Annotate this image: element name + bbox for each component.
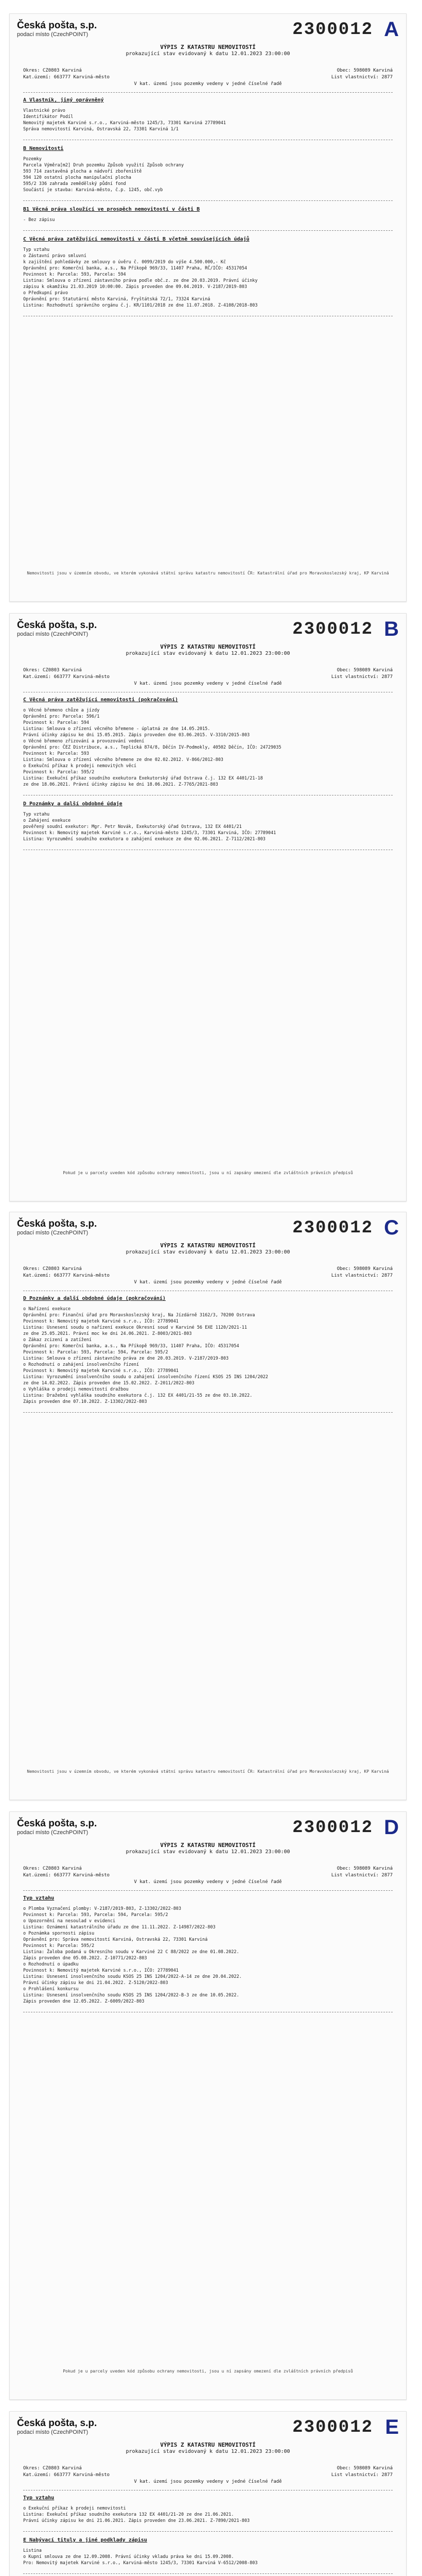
extract-title: VÝPIS Z KATASTRU NEMOVITOSTÍ <box>160 1842 256 1849</box>
extract-heading <box>10 643 406 657</box>
post-office-sub: podací místo (CzechPOINT) <box>17 31 89 38</box>
document-number-stamp: 2300012 <box>292 2418 373 2437</box>
divider <box>23 92 393 93</box>
section-line: Povinnost k: Parcela: 595/2 <box>23 770 95 775</box>
document-page <box>9 613 407 1201</box>
post-office-header <box>17 2418 97 2435</box>
section-line: Zápis proveden dne 05.08.2022. Z-10771/2022-803 <box>23 1956 147 1961</box>
section-line: Povinnost k: Nemovitý majetek Karviné s.r.o., IČO: 27789041 <box>23 1968 179 1973</box>
section-line: o Zástavní právo smluvní <box>23 253 86 259</box>
meta-obec: Obec: 598089 Karviná <box>337 2466 393 2471</box>
section-line: Listina: Exekuční příkaz soudního exekutora Exekutorský úřad Ostrava č.j. 132 EX 4401/21-18 <box>23 776 263 781</box>
section-line: o Kupní smlouva ze dne 12.09.2008. Právní účinky vkladu práva ke dni 15.09.2008. <box>23 2554 234 2560</box>
section-line: o Rozhodnutí o úpadku <box>23 1962 79 1967</box>
section-line: o Věcné břemeno chůze a jízdy <box>23 708 100 713</box>
extract-heading <box>10 2442 406 2455</box>
post-office-name: Česká pošta, s.p. <box>17 2418 97 2429</box>
extract-title: VÝPIS Z KATASTRU NEMOVITOSTÍ <box>160 2442 256 2448</box>
document-number-stamp: 2300012 <box>292 620 373 639</box>
section-body <box>23 811 393 842</box>
section-line: 593 714 zastavěná plocha a nádvoří zbořeniště <box>23 169 142 174</box>
post-office-header <box>17 1218 97 1236</box>
page-letter-handwritten: E <box>385 2416 399 2438</box>
post-office-name: Česká pošta, s.p. <box>17 1818 97 1829</box>
post-office-header <box>17 1818 97 1836</box>
extract-subtitle: prokazující stav evidovaný k datu 12.01.2023 23:00:00 <box>126 1849 290 1855</box>
meta-ku: Kat.území: 663777 Karviná-město <box>23 1873 110 1878</box>
section-line: Povinnost k: Parcela: 594 <box>23 720 89 725</box>
section-line: Listina: Oznámení katastrálního úřadu ze dne 11.11.2022. Z-14987/2022-803 <box>23 1925 216 1930</box>
post-office-name: Česká pošta, s.p. <box>17 620 97 631</box>
meta-note: V kat. území jsou pozemky vedeny v jedné číselné řadě <box>134 681 282 686</box>
document-number-stamp: 2300012 <box>292 20 373 40</box>
section-line: Identifikátor Podíl <box>23 114 74 120</box>
section-line: k zajištění pohledávky ze smlouvy o úvěru č. 0099/2019 do výše 4.500.000,- Kč <box>23 260 226 265</box>
section-line: o Exekuční příkaz k prodeji nemovitých věcí <box>23 764 137 769</box>
divider <box>23 2531 393 2532</box>
extract-subtitle: prokazující stav evidovaný k datu 12.01.2023 23:00:00 <box>126 2449 290 2454</box>
divider <box>23 1890 393 1891</box>
section-line: ze dne 18.06.2021. Právní účinky zápisu ke dni 18.06.2021. Z-7765/2021-803 <box>23 782 218 787</box>
post-office-name: Česká pošta, s.p. <box>17 20 97 31</box>
section-title: B1 Věcná práva sloužící ve prospěch nemovitostí v části B <box>23 207 200 212</box>
section-line: pověřený soudní exekutor: Mgr. Petr Novák, Exekutorský úřad Ostrava, 132 EX 4401/21 <box>23 824 242 829</box>
section-line: Nemovitý majetek Karviné s.r.o., Karviná-město 1245/3, 73301 Karviná 27789041 <box>23 121 226 126</box>
section-body <box>23 1906 393 2005</box>
extract-subtitle: prokazující stav evidovaný k datu 12.01.2023 23:00:00 <box>126 51 290 57</box>
section-line: 594 120 ostatní plocha manipulační plocha <box>23 175 131 180</box>
section-line: Listina: Smlouva o zřízení věcného břemene ze dne 02.02.2012. V-866/2012-803 <box>23 757 223 762</box>
section-line: Povinnost k: Nemovitý majetek Karviné s.r.o., IČO: 27789041 <box>23 1368 179 1374</box>
meta-lv: List vlastnictví: 2877 <box>331 1873 393 1878</box>
section-body <box>23 707 393 788</box>
extract-title: VÝPIS Z KATASTRU NEMOVITOSTÍ <box>160 1242 256 1249</box>
section-line: Listina: Dražební vyhláška soudního exekutora č.j. 132 EX 4401/21-55 ze dne 03.10.2022. <box>23 1393 253 1398</box>
post-office-header <box>17 620 97 637</box>
section-line: Oprávnění pro: Parcela: 596/1 <box>23 714 100 719</box>
section-line: Oprávnění pro: Finanční úřad pro Moravskoslezský kraj, Na Jízdárně 3162/3, 70200 Ostrava <box>23 1313 255 1318</box>
post-office-sub: podací místo (CzechPOINT) <box>17 1230 89 1236</box>
section-line: o Věcné břemeno zřizování a provozování vedení <box>23 739 145 744</box>
section-line: Povinnost k: Parcela: 593, Parcela: 594, Parcela: 595/2 <box>23 1912 168 1918</box>
section-line: Listina: Usnesení insolvenčního soudu KSOS 25 INS 1204/2022-B-3 ze dne 10.05.2022. <box>23 1993 239 1998</box>
page-letter-handwritten: A <box>384 18 399 41</box>
section-title: A Vlastník, jiný oprávněný <box>23 97 104 103</box>
section-line: Pro: Nemovitý majetek Karviné s.r.o., Karviná-město 1245/3, 73301 Karviná V-6512/2008-803 <box>23 2561 258 2566</box>
section-line: Listina: Smlouva o zřízení zástavního práva podle obč.z. ze dne 20.03.2019. Právní účinky <box>23 278 258 283</box>
section-line: o Nařízení exekuce <box>23 1307 71 1312</box>
section-line: Typ vztahu <box>23 812 50 817</box>
section-line: Povinnost k: Parcela: 595/2 <box>23 1943 95 1948</box>
post-office-sub: podací místo (CzechPOINT) <box>17 631 89 637</box>
section-line: ze dne 25.05.2021. Právní moc ke dni 24.06.2021. Z-8003/2021-803 <box>23 1331 192 1336</box>
meta-obec: Obec: 598089 Karviná <box>337 68 393 73</box>
page-footer: Nemovitosti jsou v územním obvodu, ve kterém vykonává státní správu katastru nemovitostí ČR: Katastrální úřad pro Moravskoslezský kraj, KP Karviná <box>27 1769 389 1774</box>
meta-ku: Kat.území: 663777 Karviná-město <box>23 2472 110 2478</box>
section-line: o Upozornění na nesoulad v evidenci <box>23 1919 116 1924</box>
section-line: Vlastnické právo <box>23 108 65 113</box>
section-title: B Nemovitosti <box>23 146 64 151</box>
meta-ku: Kat.území: 663777 Karviná-město <box>23 674 110 680</box>
page-letter-handwritten: C <box>384 1216 399 1239</box>
document-page <box>9 13 407 602</box>
section-line: Správa nemovitostí Karviná, Ostravská 22, 73301 Karviná 1/1 <box>23 127 179 132</box>
document-page <box>9 1212 407 1800</box>
post-office-sub: podací místo (CzechPOINT) <box>17 2429 89 2435</box>
section-line: Listina <box>23 2548 42 2553</box>
section-title: D Poznámky a další obdobné údaje (pokračování) <box>23 1296 166 1301</box>
meta-lv: List vlastnictví: 2877 <box>331 674 393 680</box>
section-body <box>23 2505 393 2524</box>
meta-okres: Okres: CZ0803 Karviná <box>23 1266 82 1272</box>
section-line: Pozemky <box>23 157 42 162</box>
divider <box>23 2573 393 2574</box>
section-line: Povinnost k: Parcela: 593 <box>23 751 89 756</box>
section-line: Listina: Rozhodnutí správního orgánu č.j. KR/1101/2018 ze dne 11.07.2018. Z-4108/2018-803 <box>23 303 258 308</box>
meta-okres: Okres: CZ0803 Karviná <box>23 2466 82 2471</box>
post-office-sub: podací místo (CzechPOINT) <box>17 1829 89 1836</box>
section-line: Povinnost k: Nemovitý majetek Karviné s.r.o., Karviná-město 1245/3, 73301 Karviná, IČO: 27789041 <box>23 831 276 836</box>
divider <box>23 1412 393 1413</box>
section-line: Listina: Exekuční příkaz soudního exekutora 132 EX 4401/21-20 ze dne 21.06.2021. <box>23 2512 234 2517</box>
section-line: o Zahájení exekuce <box>23 818 71 823</box>
meta-obec: Obec: 598089 Karviná <box>337 1266 393 1272</box>
meta-okres: Okres: CZ0803 Karviná <box>23 1866 82 1871</box>
extract-heading <box>10 1242 406 1256</box>
meta-lv: List vlastnictví: 2877 <box>331 1273 393 1278</box>
meta-note: V kat. území jsou pozemky vedeny v jedné číselné řadě <box>134 1879 282 1885</box>
post-office-header <box>17 20 97 38</box>
section-line: zápisu k okamžiku 21.03.2019 10:00:00. Zápis proveden dne 09.04.2019. V-2187/2019-803 <box>23 284 247 290</box>
section-line: o Poznámka spornosti zápisu <box>23 1931 95 1936</box>
section-line: Typ vztahu <box>23 247 50 252</box>
divider <box>23 200 393 201</box>
meta-okres: Okres: CZ0803 Karviná <box>23 68 82 73</box>
section-body <box>23 156 393 193</box>
section-line: Oprávnění pro: Komerční banka, a.s., Na Příkopě 969/33, 11407 Praha, IČO: 45317054 <box>23 1344 239 1349</box>
extract-subtitle: prokazující stav evidovaný k datu 12.01.2023 23:00:00 <box>126 651 290 656</box>
section-body <box>23 217 393 223</box>
document-page <box>9 2411 407 2576</box>
section-line: o Zákaz zcizení a zatížení <box>23 1337 92 1343</box>
section-line: Povinnost k: Nemovitý majetek Karviné s.r.o., IČO: 27789041 <box>23 1319 179 1324</box>
section-line: o Plomba Vyznačení plomby: V-2187/2019-803, Z-13302/2022-803 <box>23 1906 182 1911</box>
section-body <box>23 2548 393 2566</box>
section-line: Povinnost k: Parcela: 593, Parcela: 594, Parcela: 595/2 <box>23 1350 168 1355</box>
section-line: Právní účinky zápisu ke dni 15.05.2015. Zápis proveden dne 03.06.2015. V-3310/2015-803 <box>23 733 250 738</box>
extract-heading <box>10 44 406 57</box>
section-line: Listina: Vyrozumění insolvenčního soudu o zahájení insolvenčního řízení KSOS 25 INS 1204/2022 <box>23 1375 268 1380</box>
extract-title: VÝPIS Z KATASTRU NEMOVITOSTÍ <box>160 643 256 650</box>
section-line: ze dne 14.02.2022. Zápis proveden dne 15.02.2022. Z-2011/2022-803 <box>23 1381 195 1386</box>
section-line: 595/2 336 zahrada zemědělský půdní fond <box>23 181 126 187</box>
section-line: Právní účinky zápisu ke dni 21.04.2022. Z-5120/2022-803 <box>23 1980 168 1986</box>
section-body <box>23 1306 393 1405</box>
section-line: o Prohlášení konkursu <box>23 1987 79 1992</box>
page-footer: Pokud je u parcely uveden kód způsobu ochrany nemovitosti, jsou u ní zapsány omezení dle zvláštních právních předpisů <box>63 1171 353 1175</box>
section-title: Typ vztahu <box>23 2495 55 2501</box>
divider <box>23 230 393 231</box>
section-line: Listina: Smlouva o zřízení věcného břemene - úplatná ze dne 14.05.2015. <box>23 726 210 732</box>
section-line: Listina: Žaloba podaná u Okresního soudu v Karviné 22 C 88/2022 ze dne 01.08.2022. <box>23 1950 239 1955</box>
section-line: Oprávnění pro: Statutární město Karviná, Fryštátská 72/1, 73324 Karviná <box>23 297 210 302</box>
section-line: Zápis proveden dne 07.10.2022. Z-13302/2022-803 <box>23 1399 147 1404</box>
cadastre-meta <box>23 667 393 687</box>
page-footer: Pokud je u parcely uveden kód způsobu ochrany nemovitosti, jsou u ní zapsány omezení dle zvláštních právních předpisů <box>63 2369 353 2374</box>
section-line: Listina: Usnesení insolvenčního soudu KSOS 25 INS 1204/2022-A-14 ze dne 20.04.2022. <box>23 1974 242 1979</box>
meta-obec: Obec: 598089 Karviná <box>337 1866 393 1871</box>
extract-heading <box>10 1842 406 1855</box>
cadastre-meta <box>23 1266 393 1286</box>
meta-ku: Kat.území: 663777 Karviná-město <box>23 75 110 80</box>
meta-lv: List vlastnictví: 2877 <box>331 2472 393 2478</box>
section-title: C Věcná práva zatěžující nemovitosti v části B včetně souvisejících údajů <box>23 236 250 242</box>
section-title: E Nabývací tituly a jiné podklady zápisu <box>23 2537 147 2543</box>
meta-okres: Okres: CZ0803 Karviná <box>23 668 82 673</box>
section-line: o Exekuční příkaz k prodeji nemovitosti <box>23 2506 126 2511</box>
section-body <box>23 108 393 132</box>
post-office-name: Česká pošta, s.p. <box>17 1218 97 1229</box>
document-page <box>9 1811 407 2400</box>
document-number-stamp: 2300012 <box>292 1218 373 1238</box>
cadastre-meta <box>23 1866 393 1886</box>
extract-title: VÝPIS Z KATASTRU NEMOVITOSTÍ <box>160 44 256 50</box>
section-line: Parcela Výměra[m2] Druh pozemku Způsob využití Způsob ochrany <box>23 163 184 168</box>
section-title: C Věcná práva zatěžující nemovitosti (pokračování) <box>23 697 179 703</box>
section-line: - Bez zápisu <box>23 217 55 223</box>
cadastre-meta <box>23 67 393 88</box>
section-line: Oprávnění pro: Správa nemovitostí Karviná, Ostravská 22, 73301 Karviná <box>23 1937 208 1942</box>
section-title: D Poznámky a další obdobné údaje <box>23 801 122 807</box>
section-line: Oprávnění pro: Komerční banka, a.s., Na Příkopě 969/33, 11407 Praha, RČ/IČO: 45317054 <box>23 266 247 271</box>
section-line: Povinnost k: Parcela: 593, Parcela: 594 <box>23 272 126 277</box>
extract-subtitle: prokazující stav evidovaný k datu 12.01.2023 23:00:00 <box>126 1249 290 1255</box>
section-line: o Předkupní právo <box>23 291 68 296</box>
meta-note: V kat. území jsou pozemky vedeny v jedné číselné řadě <box>134 1280 282 1285</box>
section-line: o Vyhláška o prodeji nemovitostí dražbou <box>23 1387 129 1392</box>
section-title: Typ vztahu <box>23 1895 55 1901</box>
section-line: Právní účinky zápisu ke dni 21.06.2021. Zápis proveden dne 23.06.2021. Z-7890/2021-803 <box>23 2518 250 2523</box>
section-line: Oprávnění pro: ČEZ Distribuce, a.s., Teplická 874/8, Děčín IV-Podmokly, 40502 Děčín, IČO: 24729035 <box>23 745 282 750</box>
section-line: Zápis proveden dne 12.05.2022. Z-6009/2022-803 <box>23 1999 145 2004</box>
section-line: Listina: Vyrozumění soudního exekutora o zahájení exekuce ze dne 02.06.2021. Z-7112/2021-803 <box>23 837 266 842</box>
meta-obec: Obec: 598089 Karviná <box>337 668 393 673</box>
section-line: Listina: Usnesení soudu o nařízení exekuce Okresní soud v Karviné 56 EXE 1120/2021-11 <box>23 1325 247 1330</box>
page-letter-handwritten: D <box>384 1816 399 1839</box>
section-body <box>23 247 393 309</box>
section-line: o Rozhodnutí o zahájení insolvenčního řízení <box>23 1362 139 1367</box>
page-letter-handwritten: B <box>384 618 399 640</box>
meta-note: V kat. území jsou pozemky vedeny v jedné číselné řadě <box>134 81 282 87</box>
cadastre-meta <box>23 2465 393 2485</box>
section-line: Součástí je stavba: Karviná-město, č.p. 1245, obč.vyb <box>23 188 163 193</box>
meta-lv: List vlastnictví: 2877 <box>331 75 393 80</box>
meta-note: V kat. území jsou pozemky vedeny v jedné číselné řadě <box>134 2479 282 2484</box>
meta-ku: Kat.území: 663777 Karviná-město <box>23 1273 110 1278</box>
document-number-stamp: 2300012 <box>292 1818 373 1838</box>
section-line: Listina: Smlouva o zřízení zástavního práva ze dne 20.03.2019. V-2187/2019-803 <box>23 1356 229 1361</box>
page-footer: Nemovitosti jsou v územním obvodu, ve kterém vykonává státní správu katastru nemovitostí ČR: Katastrální úřad pro Moravskoslezský kraj, KP Karviná <box>27 571 389 575</box>
